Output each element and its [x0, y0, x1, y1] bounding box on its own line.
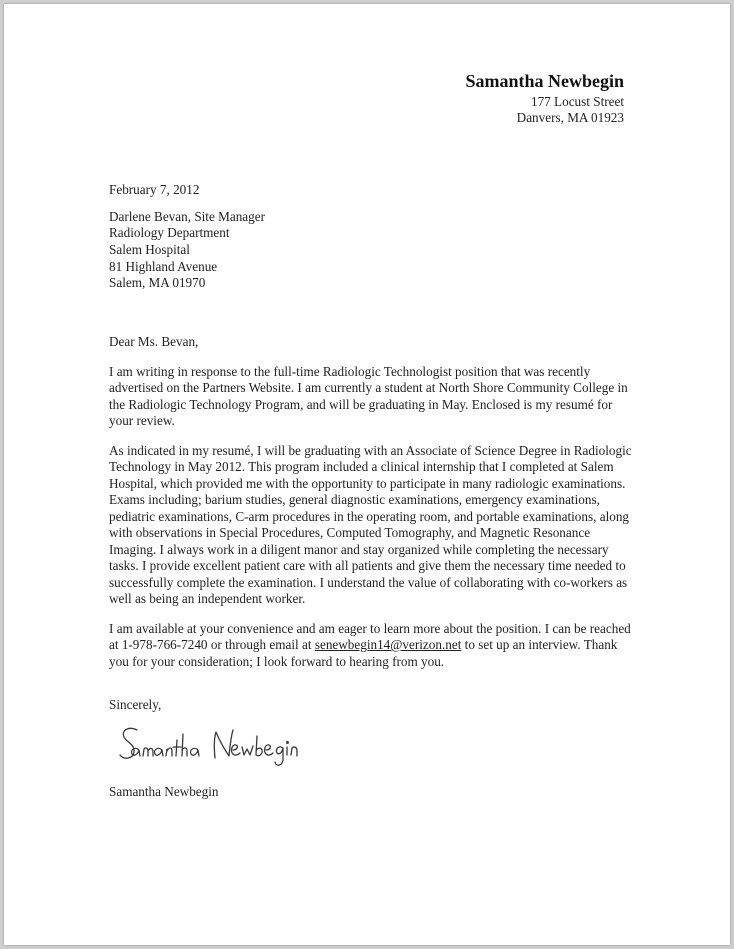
- handwritten-signature: [115, 720, 345, 776]
- paragraph-3-text-a: I am available at your convenience and am eager to learn more about the position. I can be reached at 1-978-766-7240 or through email at: [109, 620, 631, 653]
- sender-header: [465, 68, 624, 126]
- recipient-line: Salem Hospital: [109, 241, 190, 257]
- sender-city: Danvers, MA 01923: [516, 110, 624, 125]
- closing: Sincerely,: [109, 697, 162, 713]
- email-link[interactable]: senewbegin14@verizon.net: [314, 637, 462, 653]
- salutation: Dear Ms. Bevan,: [109, 334, 199, 350]
- recipient-line: Radiology Department: [109, 225, 230, 241]
- paragraph-3-text-b: to set up an interview. Thank you for your consideration; I look forward to hearing from you.: [109, 637, 618, 669]
- recipient-address: [109, 209, 639, 293]
- recipient-line: 81 Highland Avenue: [109, 258, 218, 274]
- letter-body: [109, 182, 639, 800]
- sender-street: 177 Locust Street: [530, 94, 624, 109]
- paragraph-1: I am writing in response to the full-time Radiologic Technologist position that was recently advertised on the Partners Website. I am currently a student at North Shore Community College in the Radiologic Technology Program, and will be graduating in May. Enclosed is my resumé for your review.: [109, 363, 628, 429]
- paragraph-2: As indicated in my resumé, I will be graduating with an Associate of Science Degree in Radiologic Technology in May 2012. This program included a clinical internship that I completed at Salem Hospital, which provided me with the opportunity to participate in many radiologic examinations. Exams including; barium studies, general diagnostic examinations, emergency examinations, pediatric examinations, C-arm procedures in the operating room, and portable examinations, along with observations in Special Procedures, Computed Tomography, and Magnetic Resonance Imaging. I always work in a diligent manor and stay organized while completing the necessary tasks. I provide excellent patient care with all patients and give them the necessary time needed to successfully complete the examination. I understand the value of collaborating with co-workers as well as being an independent worker.: [109, 442, 632, 607]
- recipient-line: Darlene Bevan, Site Manager: [109, 208, 265, 224]
- signed-name: Samantha Newbegin: [109, 783, 219, 799]
- paragraph-3: [109, 621, 639, 671]
- letter-date: February 7, 2012: [109, 182, 200, 197]
- recipient-line: Salem, MA 01970: [109, 275, 206, 291]
- sender-name: Samantha Newbegin: [465, 71, 624, 91]
- letter-page: [4, 4, 730, 945]
